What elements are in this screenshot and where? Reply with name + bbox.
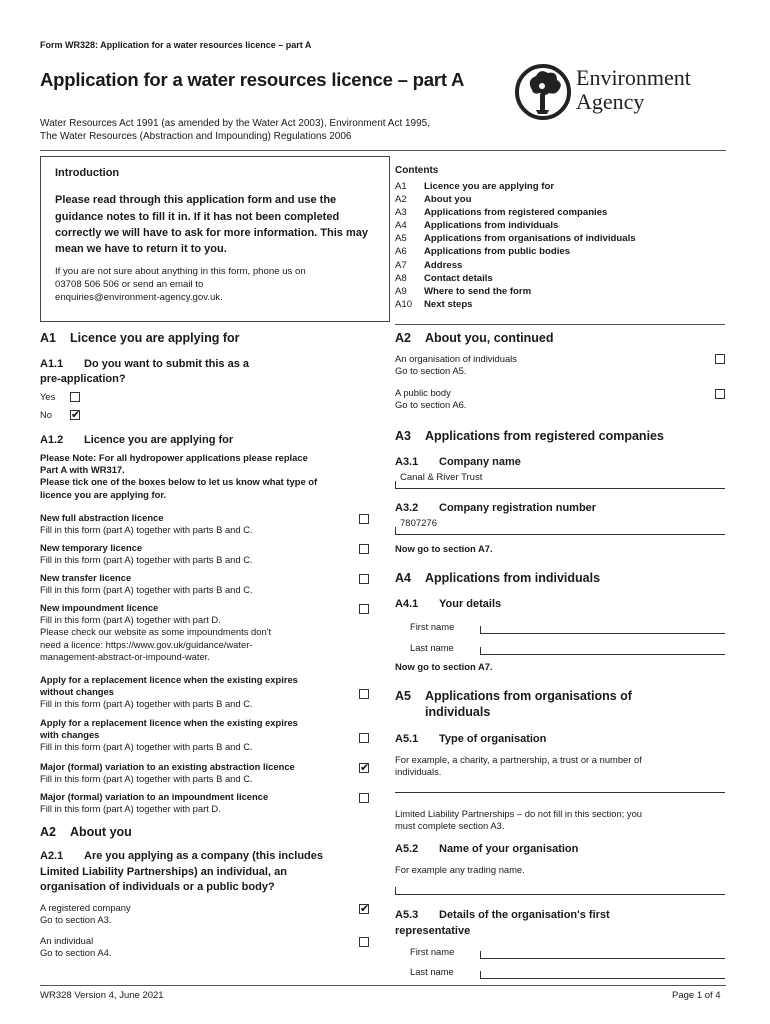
note-line: must complete section A3.	[395, 820, 505, 832]
new-full-abstraction-checkbox[interactable]	[359, 514, 369, 524]
replacement-without-changes-checkbox[interactable]	[359, 689, 369, 699]
contents-code: A6	[395, 246, 407, 258]
major-variation-abstraction-checkbox[interactable]	[359, 763, 369, 773]
question-number: A3.2	[395, 502, 419, 514]
contents-item[interactable]	[395, 180, 725, 193]
contents-label: About you	[424, 194, 472, 206]
last-name-label: Last name	[410, 642, 454, 653]
section-number: A2	[40, 825, 56, 839]
option-note: need a licence: https://www.gov.uk/guidance/water-	[40, 638, 253, 650]
section-title: Applications from organisations of	[425, 689, 632, 703]
divider	[40, 985, 726, 986]
question-a1-1	[40, 357, 360, 387]
contents-item[interactable]	[395, 285, 725, 298]
question-a5-2	[395, 842, 578, 857]
option-title: Major (formal) variation to an existing abstraction licence	[40, 761, 295, 772]
section-a1-heading	[40, 330, 240, 346]
contents-code: A5	[395, 233, 407, 245]
contents-label: Where to send the form	[424, 285, 532, 297]
contents-heading: Contents	[395, 165, 439, 176]
question-text: Do you want to submit this as a	[84, 358, 250, 370]
question-number: A5.2	[395, 843, 419, 855]
question-a5-3	[395, 908, 610, 939]
licence-option	[40, 761, 355, 785]
contents-list	[395, 164, 725, 311]
question-text: Limited Liability Partnerships) an individual, an	[40, 865, 287, 878]
no-checkbox[interactable]	[70, 410, 80, 420]
applicant-type-option	[40, 902, 355, 926]
introduction-contact-note	[55, 265, 375, 304]
note-line: If you are not sure about anything in this form, phone us on	[55, 266, 306, 278]
contents-item[interactable]	[395, 272, 725, 285]
contents-label: Applications from registered companies	[424, 207, 608, 219]
contents-item[interactable]	[395, 219, 725, 232]
section-number: A2	[395, 331, 411, 345]
llp-note	[395, 808, 725, 832]
page-number: Page 1 of 4	[672, 990, 721, 1001]
new-impoundment-checkbox[interactable]	[359, 604, 369, 614]
introduction-text: Please read through this application form and use the guidance notes to fill it in. If it has not been completed correctly we will have to ask for more information. This may mean we have to return it to you.	[55, 194, 368, 255]
option-title: Major (formal) variation to an impoundment licence	[40, 791, 269, 802]
last-name-field[interactable]	[480, 647, 725, 655]
section-title: About you	[70, 825, 132, 839]
next-step-note: Now go to section A7.	[395, 543, 493, 554]
contents-label: Licence you are applying for	[424, 181, 555, 192]
option-description: Fill in this form (part A) together with parts B and C.	[40, 741, 253, 753]
help-line: individuals.	[395, 766, 442, 778]
question-text: representative	[395, 924, 471, 937]
contents-item[interactable]	[395, 245, 725, 258]
new-temporary-checkbox[interactable]	[359, 544, 369, 554]
option-description: Fill in this form (part A) together with parts B and C.	[40, 773, 253, 785]
contents-item[interactable]	[395, 193, 725, 206]
contents-item[interactable]	[395, 298, 725, 311]
note-line: Part A with WR317.	[40, 464, 125, 476]
option-title: without changes	[40, 686, 114, 698]
contents-item[interactable]	[395, 259, 725, 272]
option-title: An organisation of individuals	[395, 353, 517, 364]
page-title: Application for a water resources licence – part A	[40, 69, 465, 90]
option-description: Fill in this form (part A) together with parts B and C.	[40, 524, 253, 536]
option-note: management-abstract-or-impound-water.	[40, 650, 210, 662]
contents-label: Applications from organisations of individuals	[424, 233, 636, 245]
form-version: WR328 Version 4, June 2021	[40, 990, 164, 1001]
tree-emblem-icon	[514, 62, 572, 122]
rep-first-name-field[interactable]	[480, 951, 725, 959]
company-registration-field[interactable]	[395, 527, 725, 535]
legislation-line: The Water Resources (Abstraction and Impounding) Regulations 2006	[40, 131, 352, 142]
question-a1-2	[40, 433, 233, 448]
help-line: For example, a charity, a partnership, a trust or a number of	[395, 754, 642, 765]
rep-first-name-label: First name	[410, 946, 455, 957]
note-line: 03708 506 506 or send an email to	[55, 279, 204, 291]
question-number: A4.1	[395, 598, 419, 610]
section-number: A4	[395, 571, 411, 585]
contents-code: A7	[395, 259, 407, 271]
first-name-field[interactable]	[480, 626, 725, 634]
section-a2-continued-heading	[395, 330, 553, 346]
contents-label: Contact details	[424, 272, 493, 284]
option-description: Go to section A6.	[395, 399, 467, 411]
legislation-line: Water Resources Act 1991 (as amended by the Water Act 2003), Environment Act 1995,	[40, 118, 431, 129]
question-text: Details of the organisation's first	[439, 909, 610, 921]
option-title: New transfer licence	[40, 572, 132, 583]
contents-item[interactable]	[395, 206, 725, 219]
applicant-type-option	[395, 353, 710, 377]
contents-label: Next steps	[424, 298, 473, 310]
major-variation-impoundment-checkbox[interactable]	[359, 793, 369, 803]
section-a5-heading	[395, 688, 632, 720]
introduction-heading: Introduction	[55, 167, 120, 179]
question-a3-2	[395, 501, 596, 516]
licence-option	[40, 791, 355, 815]
organisation-checkbox[interactable]	[715, 354, 725, 364]
legislation-reference	[40, 117, 520, 143]
licence-option	[40, 572, 355, 596]
question-number: A5.1	[395, 733, 419, 745]
question-text: Licence you are applying for	[84, 434, 234, 446]
section-a4-heading	[395, 570, 600, 586]
replacement-with-changes-checkbox[interactable]	[359, 733, 369, 743]
question-text: Company registration number	[439, 502, 597, 514]
question-text: pre-application?	[40, 373, 126, 385]
question-a2-1	[40, 849, 370, 896]
section-title: Applications from individuals	[425, 571, 601, 585]
question-number: A3.1	[395, 456, 419, 468]
question-text: Company name	[439, 456, 521, 468]
licence-option	[40, 512, 355, 536]
contents-label: Applications from public bodies	[424, 246, 571, 258]
licence-option	[40, 674, 355, 711]
logo-text-line1: Environment	[576, 65, 691, 90]
note-line: Please Note: For all hydropower applications please replace	[40, 452, 308, 463]
section-title: About you, continued	[425, 331, 554, 345]
option-title: New temporary licence	[40, 542, 143, 553]
licence-option	[40, 717, 355, 754]
option-title: with changes	[40, 729, 100, 741]
applicant-type-option	[40, 935, 355, 959]
contents-code: A9	[395, 285, 407, 297]
yes-checkbox[interactable]	[70, 392, 80, 402]
yes-label: Yes	[40, 391, 56, 402]
contents-code: A3	[395, 207, 407, 219]
contents-code: A10	[395, 298, 413, 310]
question-text: Type of organisation	[439, 733, 547, 745]
contents-code: A2	[395, 194, 407, 206]
option-description: Go to section A4.	[40, 947, 112, 959]
option-description: Go to section A3.	[40, 914, 112, 926]
logo-text-line2: Agency	[576, 89, 645, 114]
contents-code: A8	[395, 272, 407, 284]
option-description: Fill in this form (part A) together with part D.	[40, 614, 221, 626]
hydropower-note	[40, 452, 370, 501]
option-description: Fill in this form (part A) together with parts B and C.	[40, 584, 253, 596]
organisation-name-help: For example any trading name.	[395, 864, 525, 875]
contents-label: Applications from individuals	[424, 220, 559, 232]
note-line: Limited Liability Partnerships – do not fill in this section; you	[395, 808, 643, 819]
registered-company-checkbox[interactable]	[359, 904, 369, 914]
contents-code: A1	[395, 181, 407, 192]
question-a3-1	[395, 455, 521, 470]
divider	[395, 324, 725, 325]
option-title: Apply for a replacement licence when the existing expires	[40, 674, 298, 685]
public-body-checkbox[interactable]	[715, 389, 725, 399]
contents-label: Address	[424, 259, 463, 271]
option-description: Fill in this form (part A) together with parts B and C.	[40, 698, 253, 710]
next-step-note: Now go to section A7.	[395, 661, 493, 672]
divider	[40, 150, 726, 151]
question-text: Name of your organisation	[439, 843, 579, 855]
option-title: A public body	[395, 387, 451, 398]
individual-checkbox[interactable]	[359, 937, 369, 947]
question-a4-1	[395, 597, 501, 612]
option-title: Apply for a replacement licence when the existing expires	[40, 717, 298, 728]
option-note: Please check our website as some impoundments don't	[40, 626, 272, 638]
contents-item[interactable]	[395, 232, 725, 245]
form-reference: Form WR328: Application for a water resources licence – part A	[40, 40, 312, 50]
no-label: No	[40, 409, 52, 420]
option-description: Fill in this form (part A) together with parts B and C.	[40, 554, 253, 566]
organisation-type-help	[395, 754, 725, 778]
first-name-label: First name	[410, 621, 455, 632]
option-title: New full abstraction licence	[40, 512, 164, 523]
question-number: A1.2	[40, 434, 64, 446]
company-name-value: Canal & River Trust	[400, 472, 483, 483]
rep-last-name-field[interactable]	[480, 971, 725, 979]
rep-last-name-label: Last name	[410, 966, 454, 977]
section-number: A1	[40, 331, 56, 345]
option-title: A registered company	[40, 902, 131, 913]
licence-option	[40, 542, 355, 566]
option-description: Fill in this form (part A) together with part D.	[40, 803, 221, 815]
organisation-type-field[interactable]	[395, 792, 725, 793]
section-title: Licence you are applying for	[70, 331, 240, 345]
section-number: A3	[395, 429, 411, 443]
section-title: individuals	[425, 705, 491, 719]
question-number: A1.1	[40, 358, 64, 370]
section-number: A5	[395, 689, 411, 703]
question-number: A2.1	[40, 850, 64, 862]
section-a2-heading	[40, 824, 132, 840]
section-a3-heading	[395, 428, 664, 444]
question-text: organisation of individuals or a public body?	[40, 881, 275, 893]
contents-code: A4	[395, 220, 407, 232]
section-title: Applications from registered companies	[425, 429, 664, 443]
option-description: Go to section A5.	[395, 365, 467, 377]
option-title: An individual	[40, 935, 94, 946]
option-title: New impoundment licence	[40, 602, 159, 613]
organisation-name-field[interactable]	[395, 887, 725, 895]
note-line: enquiries@environment-agency.gov.uk.	[55, 292, 223, 304]
licence-option	[40, 602, 355, 663]
question-text: Are you applying as a company (this includes	[84, 850, 324, 862]
new-transfer-checkbox[interactable]	[359, 574, 369, 584]
company-registration-value: 7807276	[400, 518, 437, 529]
question-a5-1	[395, 732, 546, 747]
note-line: licence you are applying for.	[40, 488, 167, 500]
environment-agency-logo	[514, 62, 729, 122]
question-text: Your details	[439, 598, 502, 610]
applicant-type-option	[395, 387, 710, 411]
question-number: A5.3	[395, 909, 419, 921]
note-line: Please tick one of the boxes below to let us know what type of	[40, 476, 318, 488]
introduction-box	[40, 156, 390, 322]
